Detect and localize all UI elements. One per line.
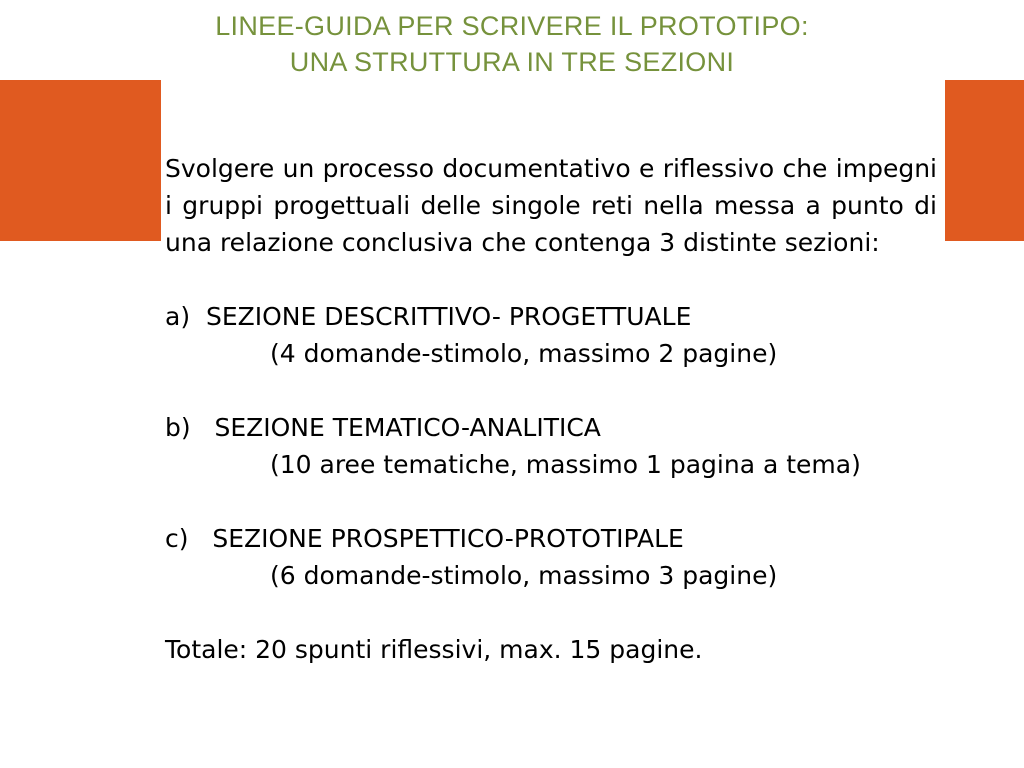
spacer: [165, 261, 937, 298]
section-c-heading: c) SEZIONE PROSPETTICO-PROTOTIPALE: [165, 524, 684, 553]
spacer: [165, 372, 937, 409]
section-b-detail: (10 aree tematiche, massimo 1 pagina a tema): [270, 450, 861, 479]
slide-body: [165, 150, 937, 668]
total-summary: Totale: 20 spunti riflessivi, max. 15 pagine.: [165, 635, 703, 664]
section-b-heading: b) SEZIONE TEMATICO-ANALITICA: [165, 413, 601, 442]
accent-block-right: [945, 80, 1024, 241]
title-line-2: UNA STRUTTURA IN TRE SEZIONI: [289, 47, 735, 77]
section-c-detail: (6 domande-stimolo, massimo 3 pagine): [270, 561, 778, 590]
section-a-detail: (4 domande-stimolo, massimo 2 pagine): [270, 339, 778, 368]
title-line-1: LINEE-GUIDA PER SCRIVERE IL PROTOTIPO:: [215, 11, 809, 41]
accent-block-left: [0, 80, 161, 241]
intro-paragraph: Svolgere un processo documentativo e riflessivo che impegni i gruppi progettuali delle singole reti nella messa a punto di una relazione conclusiva che contenga 3 distinte sezioni:: [165, 154, 937, 257]
spacer: [165, 594, 937, 631]
slide-title: [0, 8, 1024, 80]
section-a-heading: a) SEZIONE DESCRITTIVO- PROGETTUALE: [165, 302, 692, 331]
spacer: [165, 483, 937, 520]
